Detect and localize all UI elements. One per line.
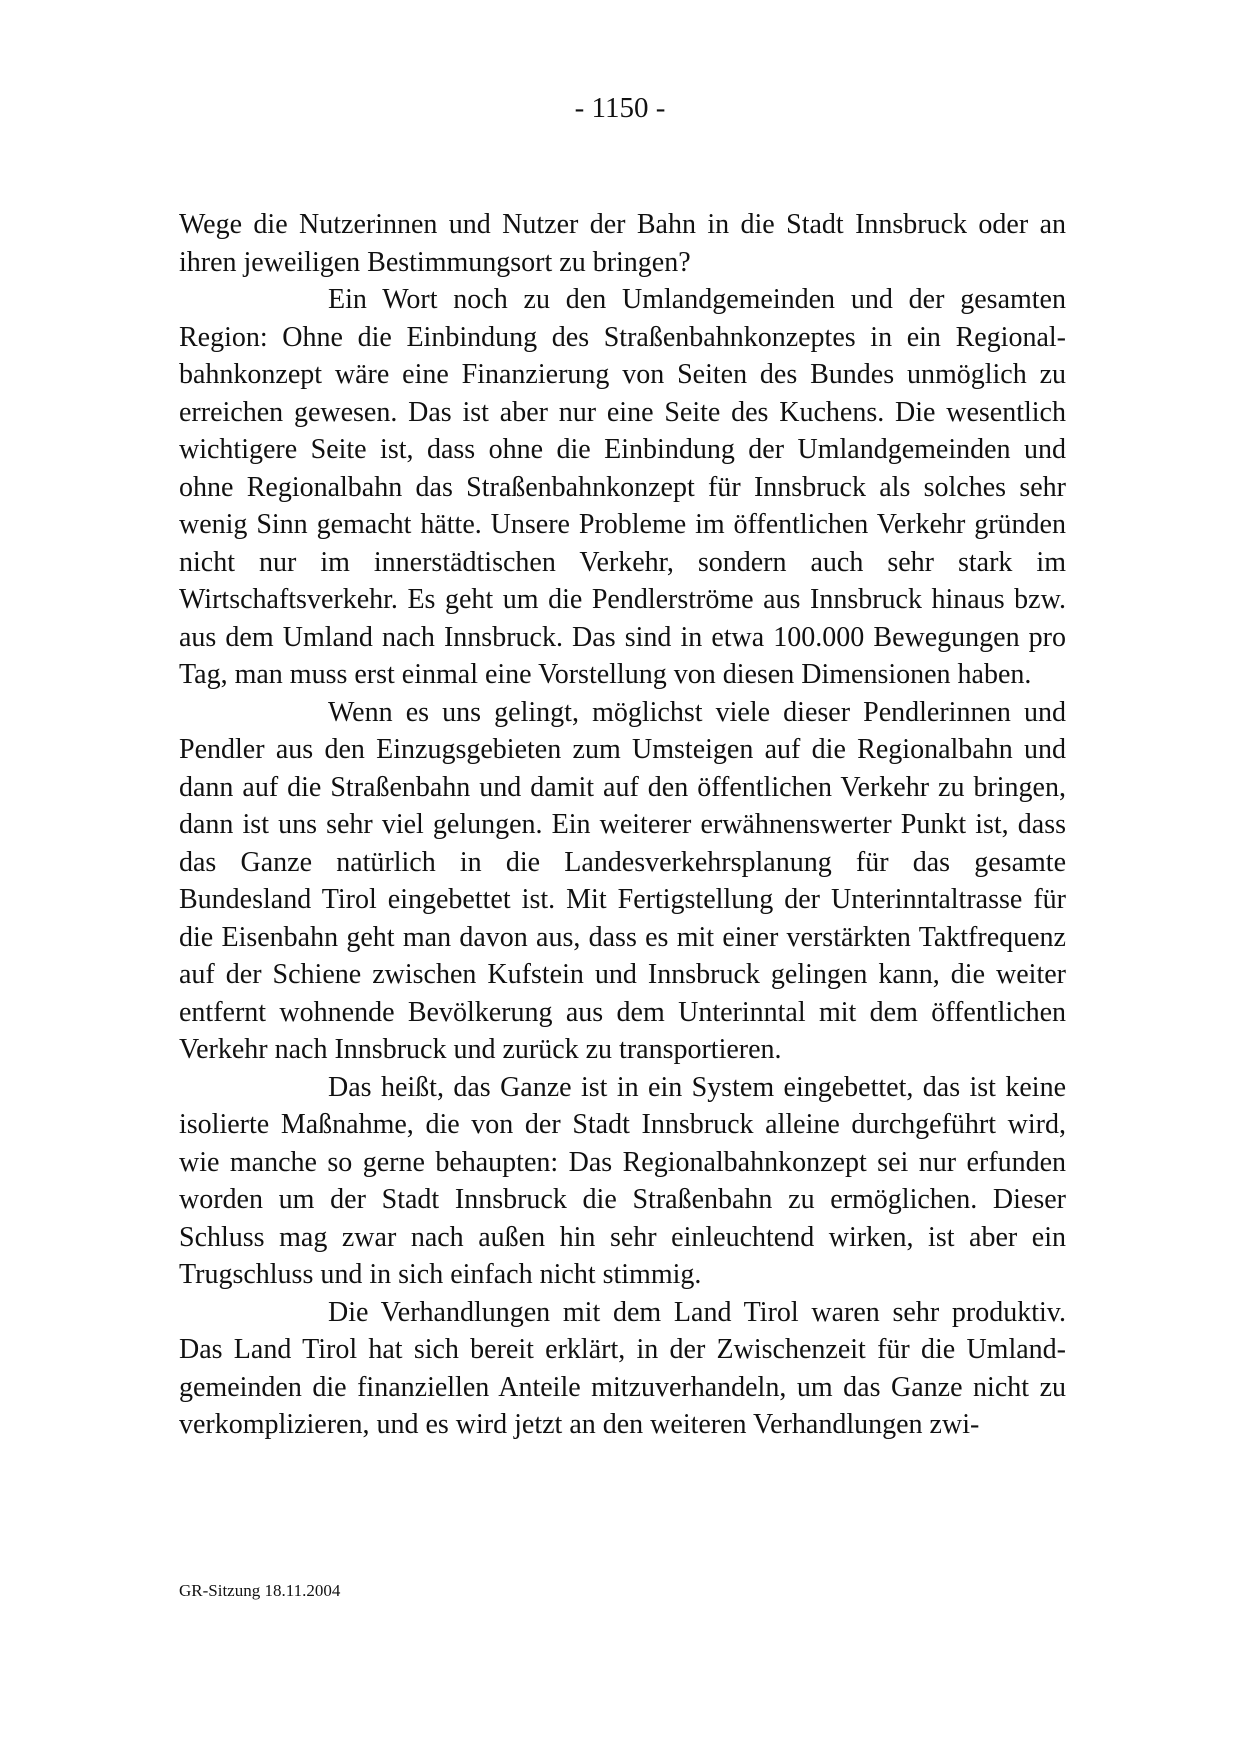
paragraph-pendler: Wenn es uns gelingt, möglichst viele dieser Pendlerinnen und Pendler aus den Einzugsgebieten zum Umsteigen auf die Regionalbahn und dann auf die Straßenbahn und damit auf den öffentlichen Verkehr zu bringen, dann ist uns sehr viel gelungen. Ein weiterer erwähnenswerter Punkt ist, dass das Ganze natürlich in die Landesverkehrsplanung für das gesamte Bundesland Tirol eingebettet ist. Mit Fertigstellung der Unterinntaltrasse für die Eisenbahn geht man davon aus, dass es mit einer verstärkten Taktfrequenz auf der Schiene zwischen Kufstein und Innsbruck gelingen kann, die weiter entfernt wohnende Bevölkerung aus dem Unterinntal mit dem öffentlichen Verkehr nach Innsbruck und zurück zu transportieren. [179, 696, 1066, 1065]
paragraph-continuation: Wege die Nutzerinnen und Nutzer der Bahn in die Stadt Innsbruck oder an ihren jeweiligen Bestimmungsort zu bringen? [179, 209, 1066, 278]
paragraph-system: Das heißt, das Ganze ist in ein System eingebettet, das ist keine isolierte Maßnahme, die von der Stadt Innsbruck alleine durchgeführt wird, wie manche so gerne behaupten: Das Regionalbahnkonzept sei nur erfunden worden um der Stadt Innsbruck die Straßenbahn zu ermöglichen. Dieser Schluss mag zwar nach außen hin sehr einleuchtend wirken, ist aber ein Trugschluss und in sich einfach nicht stimmig. [179, 1071, 1066, 1290]
page-number: - 1150 - [574, 92, 666, 124]
paragraph-umlandgemeinden: Ein Wort noch zu den Umlandgemeinden und der gesamten Region: Ohne die Einbindung des Straßenbahnkonzeptes in ein Regionalbahnkonzept wäre eine Finanzierung von Seiten des Bundes unmöglich zu erreichen gewesen. Das ist aber nur eine Seite des Kuchens. Die wesentlich wichtigere Seite ist, dass ohne die Einbindung der Umlandgemeinden und ohne Regionalbahn das Straßenbahnkonzept für Innsbruck als solches sehr wenig Sinn gemacht hätte. Unsere Probleme im öffentlichen Verkehr gründen nicht nur im innerstädtischen Verkehr, sondern auch sehr stark im Wirtschaftsverkehr. Es geht um die Pendlerströme aus Innsbruck hinaus bzw. aus dem Umland nach Innsbruck. Das sind in etwa 100.000 Bewegungen pro Tag, man muss erst einmal eine Vorstellung von diesen Dimensionen haben. [179, 284, 1066, 690]
paragraph-verhandlungen: Die Verhandlungen mit dem Land Tirol waren sehr produktiv. Das Land Tirol hat sich bereit erklärt, in der Zwischenzeit für die Umlandgemeinden die finanziellen Anteile mitzuverhandeln, um das Ganze nicht zu verkomplizieren, und es wird jetzt an den weiteren Verhandlungen zwi- [179, 1296, 1066, 1440]
body-text [179, 206, 1066, 1444]
footer-session-label: GR-Sitzung 18.11.2004 [179, 1581, 341, 1600]
